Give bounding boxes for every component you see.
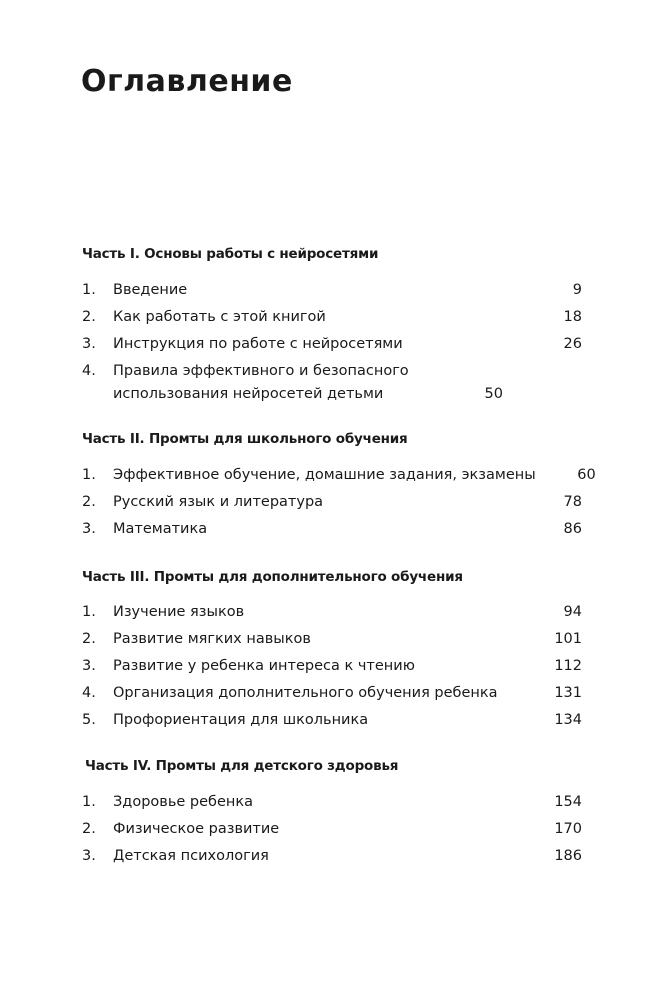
toc-section-part-4	[82, 753, 582, 870]
entry-number: 2.	[82, 494, 96, 510]
section-heading: Часть IV. Промты для детского здоровья	[85, 758, 399, 774]
toc-entry[interactable]	[82, 816, 582, 843]
entry-page: 9	[572, 282, 582, 298]
entry-page: 101	[554, 631, 582, 647]
entry-number: 2.	[82, 631, 96, 647]
toc-entry[interactable]	[82, 707, 582, 734]
entry-title: Введение	[113, 282, 188, 298]
section-heading: Часть II. Промты для школьного обучения	[82, 431, 408, 447]
entry-number: 4.	[82, 685, 96, 701]
toc-entry[interactable]	[82, 331, 582, 358]
toc-entry[interactable]	[82, 277, 582, 304]
entry-page: 112	[554, 658, 582, 674]
entry-page: 170	[554, 821, 582, 837]
entry-page: 18	[563, 309, 582, 325]
entry-title: Инструкция по работе с нейросетями	[113, 336, 403, 352]
entry-number: 4.	[82, 363, 96, 379]
entry-title: Развитие у ребенка интереса к чтению	[113, 658, 415, 674]
entry-page: 154	[554, 794, 582, 810]
section-heading: Часть I. Основы работы с нейросетями	[82, 246, 379, 262]
entry-title: Здоровье ребенка	[113, 794, 254, 810]
toc-entry[interactable]	[82, 653, 582, 680]
entry-page: 26	[563, 336, 582, 352]
toc-entry[interactable]	[82, 489, 582, 516]
toc-entry[interactable]	[82, 462, 596, 489]
entry-page: 86	[563, 521, 582, 537]
entry-title: Профориентация для школьника	[113, 712, 369, 728]
toc-entry[interactable]	[82, 843, 582, 870]
entry-page: 78	[563, 494, 582, 510]
entry-number: 3.	[82, 521, 96, 537]
entry-number: 2.	[82, 309, 96, 325]
entry-page: 134	[554, 712, 582, 728]
toc-entry[interactable]	[82, 626, 582, 653]
toc-section-part-2	[82, 426, 596, 543]
entry-page: 186	[554, 848, 582, 864]
section-heading: Часть III. Промты для дополнительного обучения	[82, 569, 463, 585]
toc-entry[interactable]	[82, 680, 582, 707]
entry-number: 3.	[82, 848, 96, 864]
toc-entry[interactable]	[82, 599, 582, 626]
entry-title: Правила эффективного и безопасного использования нейросетей детьми	[113, 363, 409, 402]
entry-title: Развитие мягких навыков	[113, 631, 311, 647]
entry-title: Организация дополнительного обучения ребенка	[113, 685, 498, 701]
entry-number: 2.	[82, 821, 96, 837]
toc-section-part-1	[82, 241, 582, 406]
toc-entry[interactable]	[82, 789, 582, 816]
entry-page: 60	[577, 467, 596, 483]
entry-number: 1.	[82, 467, 96, 483]
entry-title: Детская психология	[113, 848, 269, 864]
entry-number: 3.	[82, 336, 96, 352]
entry-page: 131	[554, 685, 582, 701]
toc-entry[interactable]	[82, 358, 582, 406]
page-title: Оглавление	[81, 64, 293, 99]
entry-title: Изучение языков	[113, 604, 245, 620]
entry-title: Математика	[113, 521, 208, 537]
entry-number: 3.	[82, 658, 96, 674]
entry-number: 1.	[82, 604, 96, 620]
entry-number: 1.	[82, 282, 96, 298]
entry-number: 1.	[82, 794, 96, 810]
toc-entry[interactable]	[82, 516, 582, 543]
entry-number: 5.	[82, 712, 96, 728]
entry-title: Эффективное обучение, домашние задания, экзамены	[113, 467, 536, 483]
entry-title: Русский язык и литература	[113, 494, 324, 510]
toc-section-part-3	[82, 564, 582, 734]
entry-title: Физическое развитие	[113, 821, 280, 837]
entry-page: 50	[484, 386, 503, 402]
entry-title: Как работать с этой книгой	[113, 309, 326, 325]
toc-entry[interactable]	[82, 304, 582, 331]
entry-page: 94	[563, 604, 582, 620]
